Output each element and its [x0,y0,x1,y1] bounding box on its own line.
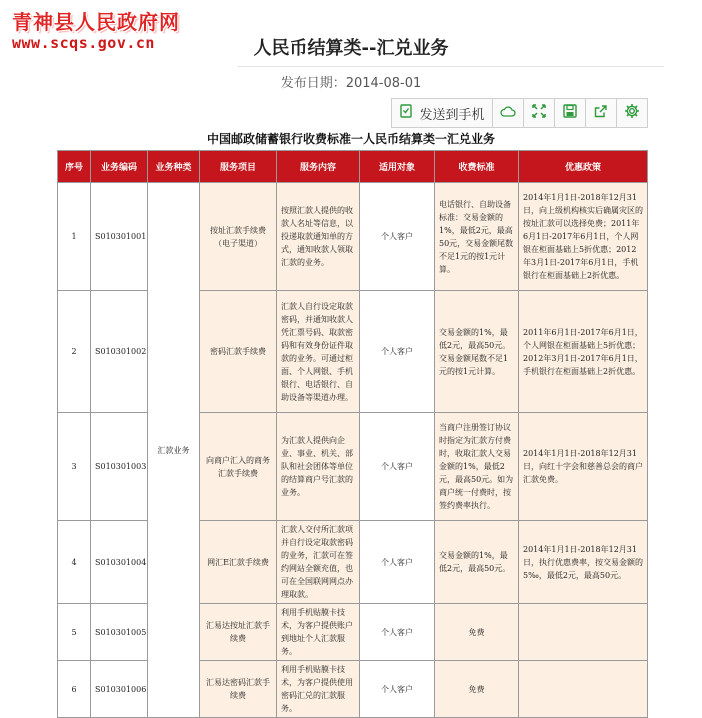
cell-promo: 2014年1月1日-2018年12月31日，向红十字会和慈善总会的商户汇款免费。 [519,413,648,521]
cell-item: 网汇E汇款手续费 [200,521,277,604]
cell-no: 6 [58,661,91,718]
page-title: 人民币结算类--汇兑业务 [253,38,449,59]
cell-promo: 2014年1月1日-2018年12月31日，执行优惠费率，按交易金额的5‰，最低2元，最高50元。 [519,521,648,604]
save-button[interactable] [554,98,586,128]
cell-content: 利用手机贴膜卡技术，为客户提供账户到地址个人汇款服务。 [277,604,360,661]
table-caption: 中国邮政储蓄银行收费标准一人民币结算类一汇兑业务 [206,132,495,146]
gear-icon [624,103,640,123]
cell-promo [519,604,648,661]
cell-code: S010301006 [91,661,148,718]
cell-no: 3 [58,413,91,521]
cell-item: 按址汇款手续费（电子渠道） [200,183,277,291]
send-to-phone-label: 发送到手机 [419,107,485,123]
share-toolbar [392,98,648,128]
table-row [58,413,648,521]
cell-promo [519,661,648,718]
publish-date: 发布日期：2014-08-01 [280,76,422,91]
cell-item: 汇易达按址汇款手续费 [200,604,277,661]
cell-fee: 当商户注册签订协议时指定为汇款方付费时，收取汇款人交易金额的1%，最低2元，最高50元。如为商户统一付费时，按签约费率执行。 [435,413,519,521]
phone-icon [399,104,413,122]
cell-content: 汇款人自行设定取款密码，并通知收款人凭汇票号码、取款密码和有效身份证件取款的业务。可通过柜面、个人网银、手机银行、电话银行、自助设备等渠道办理。 [277,291,360,413]
header-fee: 收费标准 [435,151,519,183]
cell-item: 汇易达密码汇款手续费 [200,661,277,718]
cell-code: S010301004 [91,521,148,604]
cell-code: S010301003 [91,413,148,521]
cell-fee: 免费 [435,604,519,661]
header-category: 业务种类 [148,151,200,183]
fee-table [57,150,648,718]
cloud-button[interactable] [492,98,524,128]
cell-target: 个人客户 [360,521,435,604]
cell-content: 为汇款人提供向企业、事业、机关、部队和社会团体等单位的结算商户号汇款的业务。 [277,413,360,521]
cell-fee: 交易金额的1%，最低2元，最高50元。交易金额尾数不足1元的按1元计算。 [435,291,519,413]
cell-target: 个人客户 [360,291,435,413]
cell-target: 个人客户 [360,661,435,718]
table-row [58,521,648,604]
header-item: 服务项目 [200,151,277,183]
table-row [58,183,648,291]
cell-promo: 2011年6月1日-2017年6月1日，个人网银在柜面基础上5折优惠；2012年3月1日-2017年6月1日，手机银行在柜面基础上2折优惠。 [519,291,648,413]
cell-content: 按照汇款人提供的收款人名址等信息，以投递取款通知单的方式，通知收款人领取汇款的业务。 [277,183,360,291]
cell-code: S010301005 [91,604,148,661]
cell-item: 向商户汇入的商务汇款手续费 [200,413,277,521]
logo-title: 青神县人民政府网 [12,10,180,34]
save-icon [563,104,577,122]
send-to-phone-button[interactable] [391,98,493,128]
table-row [58,604,648,661]
header-target: 适用对象 [360,151,435,183]
logo-url: www.scqs.gov.cn [12,34,155,52]
cell-fee: 交易金额的1%，最低2元，最高50元。 [435,521,519,604]
cell-content: 利用手机贴膜卡技术，为客户提供使用密码汇兑的汇款服务。 [277,661,360,718]
cell-target: 个人客户 [360,604,435,661]
cell-promo: 2014年1月1日-2018年12月31日，向上级机构核实后确属灾区的按址汇款可以选择免费；2011年6月1日-2017年6月1日，个人网银在柜面基础上5折优惠；2012年3月1日-2017年6月1日，手机银行在柜面基础上2折优惠。 [519,183,648,291]
cell-fee: 免费 [435,661,519,718]
share-icon [594,104,608,122]
cell-no: 5 [58,604,91,661]
header-code: 业务编码 [91,151,148,183]
cell-content: 汇款人交付所汇款项并自行设定取款密码的业务，汇款可在签约网站全额充值，也可在全国联网网点办理取款。 [277,521,360,604]
table-row [58,291,648,413]
header-promo: 优惠政策 [519,151,648,183]
cell-code: S010301002 [91,291,148,413]
table-row [58,661,648,718]
header-no: 序号 [58,151,91,183]
cell-fee: 电话银行、自助设备标准：交易金额的1%，最低2元，最高50元，交易金额尾数不足1元的按1元计算。 [435,183,519,291]
cell-no: 2 [58,291,91,413]
cell-no: 1 [58,183,91,291]
expand-icon [532,104,546,122]
cell-target: 个人客户 [360,413,435,521]
expand-button[interactable] [523,98,555,128]
cell-target: 个人客户 [360,183,435,291]
cell-code: S010301001 [91,183,148,291]
settings-button[interactable] [616,98,648,128]
cell-category: 汇款业务 [148,183,200,718]
cell-item: 密码汇款手续费 [200,291,277,413]
share-button[interactable] [585,98,617,128]
cell-no: 4 [58,521,91,604]
table-header-row [58,151,648,183]
cloud-icon [500,105,516,121]
header-content: 服务内容 [277,151,360,183]
title-divider [238,66,664,67]
